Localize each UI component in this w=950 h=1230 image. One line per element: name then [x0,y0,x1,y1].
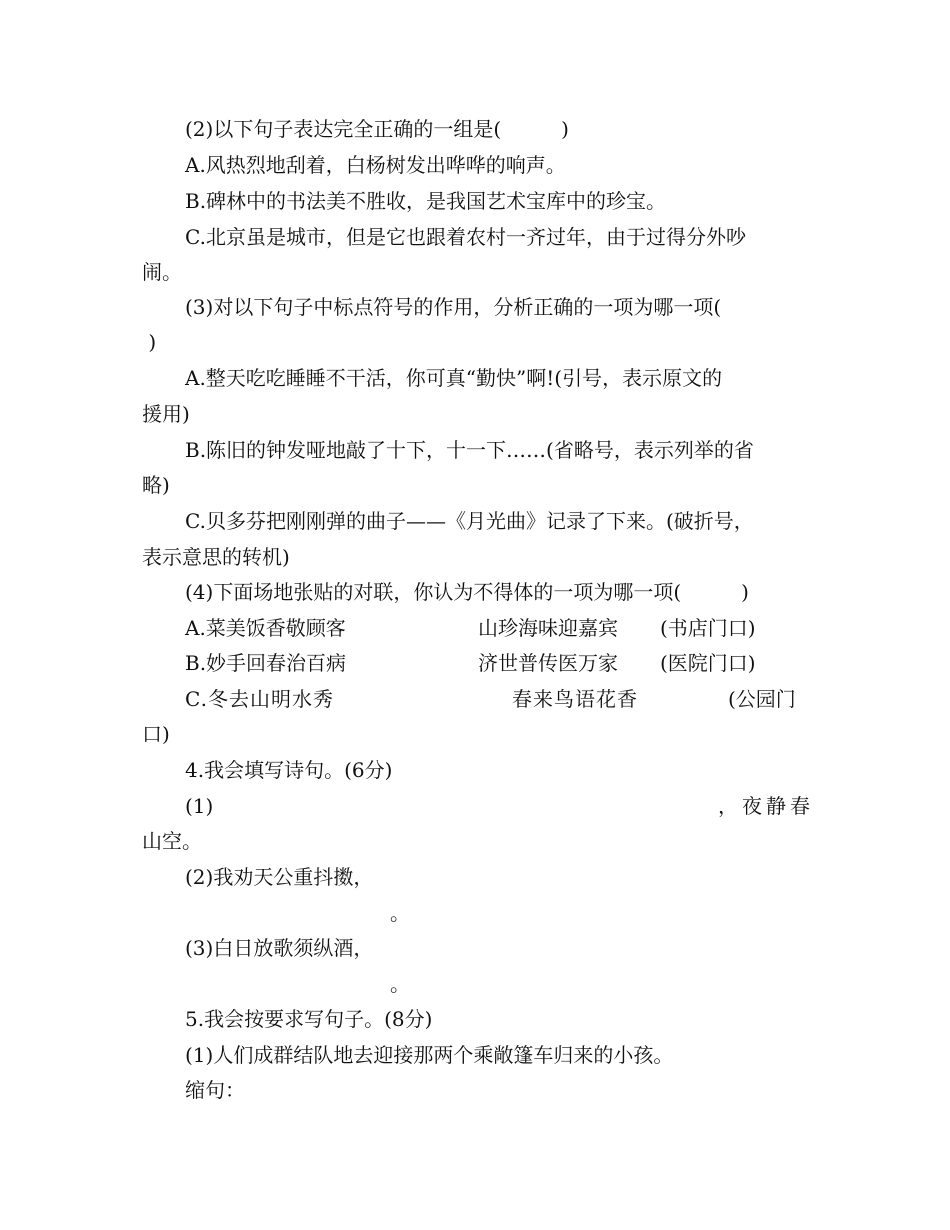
q4-b-place: (医院门口) [660,651,756,675]
q2-stem: (2)以下句子表达完全正确的一组是( ) [185,117,569,141]
s4-p1-num: (1) [185,794,214,818]
q4-b-left: B.妙手回春治百病 [185,651,347,675]
q4-c-place-cont: 口) [142,722,170,746]
q4-a-right: 山珍海味迎嘉宾 [478,616,618,640]
q3-option-c: C.贝多芬把刚刚弹的曲子——《月光曲》记录了下来。(破折号， [185,509,754,533]
q3-stem-cont: ) [142,330,157,354]
section-5-title: 5.我会按要求写句子。(8分) [185,1007,433,1031]
s4-p3: (3)白日放歌须纵酒， [185,936,374,960]
q3-option-c-cont: 表示意思的转机) [142,545,290,569]
s4-p2: (2)我劝天公重抖擞， [185,865,374,889]
q4-c-left: C.冬去山明水秀 [185,687,334,711]
q4-a-place: (书店门口) [660,616,756,640]
q3-stem: (3)对以下句子中标点符号的作用，分析正确的一项为哪一项( [185,295,722,319]
q4-stem: (4)下面场地张贴的对联，你认为不得体的一项为哪一项( ) [185,580,749,604]
q3-option-b-cont: 略) [142,473,170,497]
s5-shrink-label: 缩句： [185,1078,245,1102]
q2-option-b: B.碑林中的书法美不胜收，是我国艺术宝库中的珍宝。 [185,189,667,213]
q4-c-right: 春来鸟语花香 [512,687,638,711]
q2-option-a: A.风热烈地刮着，白杨树发出哗哗的响声。 [185,153,566,177]
s4-p3-end: 。 [390,972,410,996]
s5-p1: (1)人们成群结队地去迎接那两个乘敞篷车归来的小孩。 [185,1043,674,1067]
q2-option-c-cont: 闹。 [142,260,182,284]
q3-option-b: B.陈旧的钟发哑地敲了十下，十一下……(省略号，表示列举的省 [185,438,754,462]
q4-a-left: A.菜美饭香敬顾客 [185,616,346,640]
q3-option-a: A.整天吃吃睡睡不干活，你可真“勤快”啊!(引号，表示原文的 [185,366,723,390]
s4-p1-tail: ，夜静春 [718,794,814,818]
s4-p2-end: 。 [390,901,410,925]
q4-b-right: 济世普传医万家 [478,651,618,675]
s4-p1-cont: 山空。 [142,829,202,853]
q4-c-place: (公园门 [728,687,796,711]
section-4-title: 4.我会填写诗句。(6分) [185,758,393,782]
q2-option-c: C.北京虽是城市，但是它也跟着农村一齐过年，由于过得分外吵 [185,225,746,249]
q3-option-a-cont: 援用) [142,402,190,426]
